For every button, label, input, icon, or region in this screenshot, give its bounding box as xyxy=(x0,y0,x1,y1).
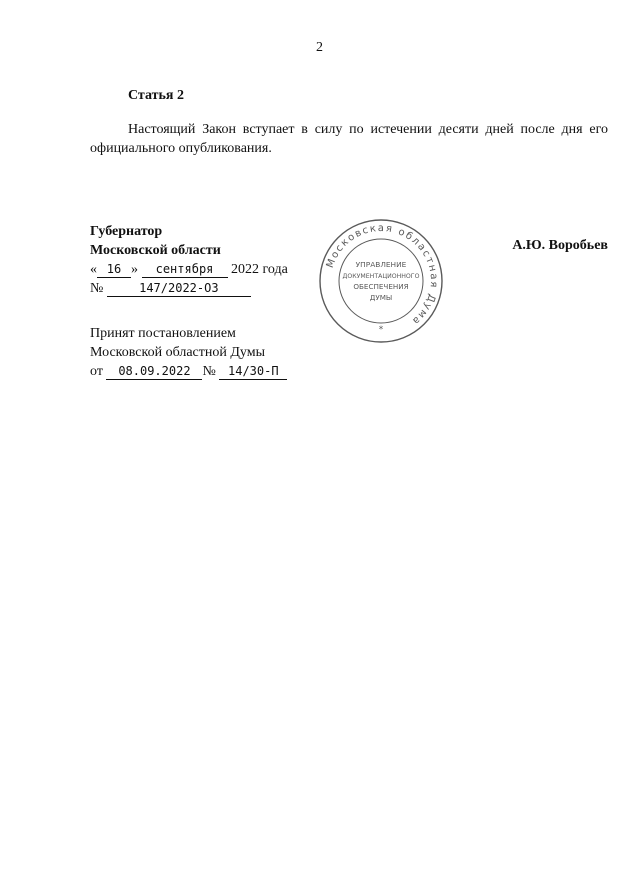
seal-ring-text: Московская областная Дума xyxy=(324,222,440,328)
adoption-date-line xyxy=(90,362,287,381)
date-month: сентября xyxy=(142,262,228,278)
adoption-block xyxy=(90,324,287,381)
governor-title-line1: Губернатор xyxy=(90,224,163,239)
date-year: 2022 года xyxy=(231,262,288,277)
adoption-date: 08.09.2022 xyxy=(106,364,202,380)
adoption-line1: Принят постановлением xyxy=(90,326,236,341)
article-title: Статья 2 xyxy=(128,88,184,103)
official-seal xyxy=(318,218,444,344)
article-text: Настоящий Закон вступает в силу по истечении десяти дней после дня его официального опубликования. xyxy=(90,122,608,156)
governor-name: А.Ю. Воробьев xyxy=(512,238,608,253)
date-day: 16 xyxy=(97,262,131,278)
adoption-from-label: от xyxy=(90,364,103,379)
date-close-quote: » xyxy=(131,262,138,277)
adoption-number: 14/30-П xyxy=(219,364,287,380)
signature-block xyxy=(90,222,288,298)
number-sign: № xyxy=(90,281,104,296)
seal-center-line-1: УПРАВЛЕНИЕ xyxy=(355,260,407,269)
page-number: 2 xyxy=(316,40,323,55)
law-number xyxy=(90,279,288,298)
seal-outer-ring xyxy=(320,220,442,342)
seal-center-line-4: ДУМЫ xyxy=(369,293,393,302)
law-number-value: 147/2022-ОЗ xyxy=(107,281,251,297)
seal-center-line-3: ОБЕСПЕЧЕНИЯ xyxy=(353,282,409,291)
date-open-quote: « xyxy=(90,262,97,277)
adoption-number-sign: № xyxy=(202,364,216,379)
governor-title-line2: Московской области xyxy=(90,243,221,258)
seal-inner-ring xyxy=(339,239,423,323)
seal-star: * xyxy=(378,325,384,335)
signing-date xyxy=(90,260,288,279)
adoption-line2: Московской областной Думы xyxy=(90,345,265,360)
seal-center-line-2: ДОКУМЕНТАЦИОННОГО xyxy=(342,273,420,280)
